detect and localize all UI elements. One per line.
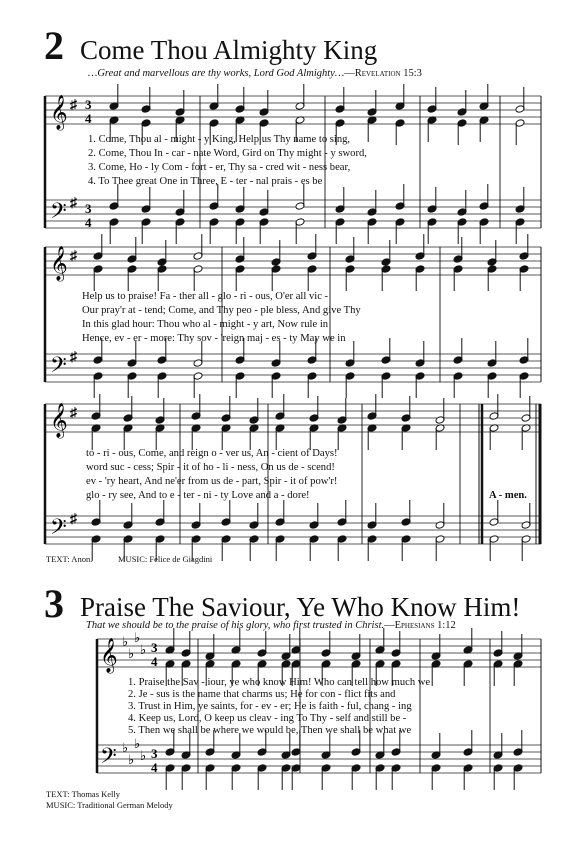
treble-staff <box>45 96 541 124</box>
lyric-line: glo - ry see, And to e - ter - ni - ty Love and a - dore! <box>86 490 310 501</box>
bass-clef-icon: 𝄢 <box>50 515 67 544</box>
credit-text: TEXT: Anon. <box>46 554 93 564</box>
treble-clef-icon: 𝄞 <box>100 639 118 672</box>
lyric-line: 2. Come, Thou In - car - nate Word, Gird on Thy might - y sword, <box>88 148 367 159</box>
time-signature-bottom: 4 <box>151 654 158 669</box>
hymn-number: 2 <box>44 23 64 68</box>
time-signature-bottom: 4 <box>85 215 92 230</box>
credit-music: MUSIC: Traditional German Melody <box>46 800 173 810</box>
lyric-line: Help us to praise! Fa - ther all - glo - ri - ous, O'er all vic - <box>82 291 329 302</box>
time-signature-top: 3 <box>85 97 92 112</box>
lyric-line: 2. Je - sus is the name that charms us; He for con - flict fits and <box>128 689 396 700</box>
lyric-line: Our pray'r at - tend; Come, and Thy peo - ple bless, And give Thy <box>82 305 361 316</box>
lyric-line: 3. Trust in Him, ye saints, for - ev - er; He is faith - ful, chang - ing <box>128 701 412 712</box>
lyric-line: ev - 'ry heart, And ne'er from us de - part, Spir - it of pow'r! <box>86 476 338 487</box>
epigraph-text: …Great and marvellous are thy works, Lord God Almighty… <box>88 68 345 79</box>
bass-staff <box>45 200 541 228</box>
time-signature-bottom: 4 <box>151 760 158 775</box>
lyric-line: 4. Keep us, Lord, O keep us cleav - ing To Thy - self and still be - <box>128 713 407 724</box>
bass-clef-icon: 𝄢 <box>100 744 117 773</box>
hymn-number: 3 <box>44 581 64 626</box>
treble-staff <box>97 639 541 667</box>
lyric-line: 1. Come, Thou al - might - y King, Help us Thy name to sing, <box>88 134 351 145</box>
key-signature: ♭ <box>128 752 135 767</box>
bass-staff <box>97 745 541 773</box>
hymn-title: Come Thou Almighty King <box>80 35 378 65</box>
epigraph-reference: —Revelation 15:3 <box>344 68 422 79</box>
time-signature-top: 3 <box>151 746 158 761</box>
treble-clef-icon: 𝄞 <box>50 96 68 129</box>
bass-clef-icon: 𝄢 <box>50 199 67 228</box>
key-signature: ♭ <box>140 748 147 763</box>
time-signature-bottom: 4 <box>85 111 92 126</box>
key-signature: ♯ <box>70 196 77 211</box>
key-signature: ♯ <box>70 406 77 421</box>
lyric-line: 3. Come, Ho - ly Com - fort - er, Thy sa - cred wit - ness bear, <box>88 162 351 173</box>
lyric-line: Hence, ev - er - more: Thy sov - 'reign maj - es - ty May we in <box>82 333 346 344</box>
bass-staff <box>45 516 541 544</box>
key-signature: ♭ <box>128 646 135 661</box>
key-signature: ♯ <box>70 249 77 264</box>
key-signature: ♭ <box>134 630 141 645</box>
key-signature: ♭ <box>122 740 129 755</box>
treble-clef-icon: 𝄞 <box>50 247 68 280</box>
lyric-line: 1. Praise the Sav - iour, ye who know Him! Who can tell how much we <box>128 677 431 688</box>
bass-staff <box>45 354 541 382</box>
lyric-line: 4. To Thee great One in Three, E - ter - nal prais - es be <box>88 176 323 187</box>
lyric-line: word suc - cess; Spir - it of ho - li - ness, On us de - scend! <box>86 462 335 473</box>
treble-staff <box>45 247 541 275</box>
treble-staff <box>45 404 541 432</box>
credit-text: TEXT: Thomas Kelly <box>46 789 121 799</box>
treble-clef-icon: 𝄞 <box>50 404 68 437</box>
key-signature: ♯ <box>70 98 77 113</box>
key-signature: ♭ <box>140 642 147 657</box>
epigraph-reference: —Ephesians 1:12 <box>384 620 456 631</box>
epigraph <box>86 620 456 631</box>
epigraph-text: That we should be to the praise of his glory, who first trusted in Christ. <box>86 620 385 631</box>
time-signature-top: 3 <box>151 640 158 655</box>
credit-music: MUSIC: Felice de Giagdini <box>118 554 213 564</box>
lyric-line: In this glad hour: Thou who al - might - y art, Now rule in <box>82 319 329 330</box>
key-signature: ♯ <box>70 512 77 527</box>
bass-clef-icon: 𝄢 <box>50 353 67 382</box>
key-signature: ♭ <box>122 634 129 649</box>
time-signature-top: 3 <box>85 201 92 216</box>
lyric-line: to - ri - ous, Come, and reign o - ver us, An - cient of Days! <box>86 448 338 459</box>
key-signature: ♯ <box>70 350 77 365</box>
key-signature: ♭ <box>134 736 141 751</box>
lyric-line: 5. Then we shall be where we would be, Then we shall be what we <box>128 725 412 736</box>
hymn-title: Praise The Saviour, Ye Who Know Him! <box>80 592 521 622</box>
amen-label: A - men. <box>489 490 527 501</box>
